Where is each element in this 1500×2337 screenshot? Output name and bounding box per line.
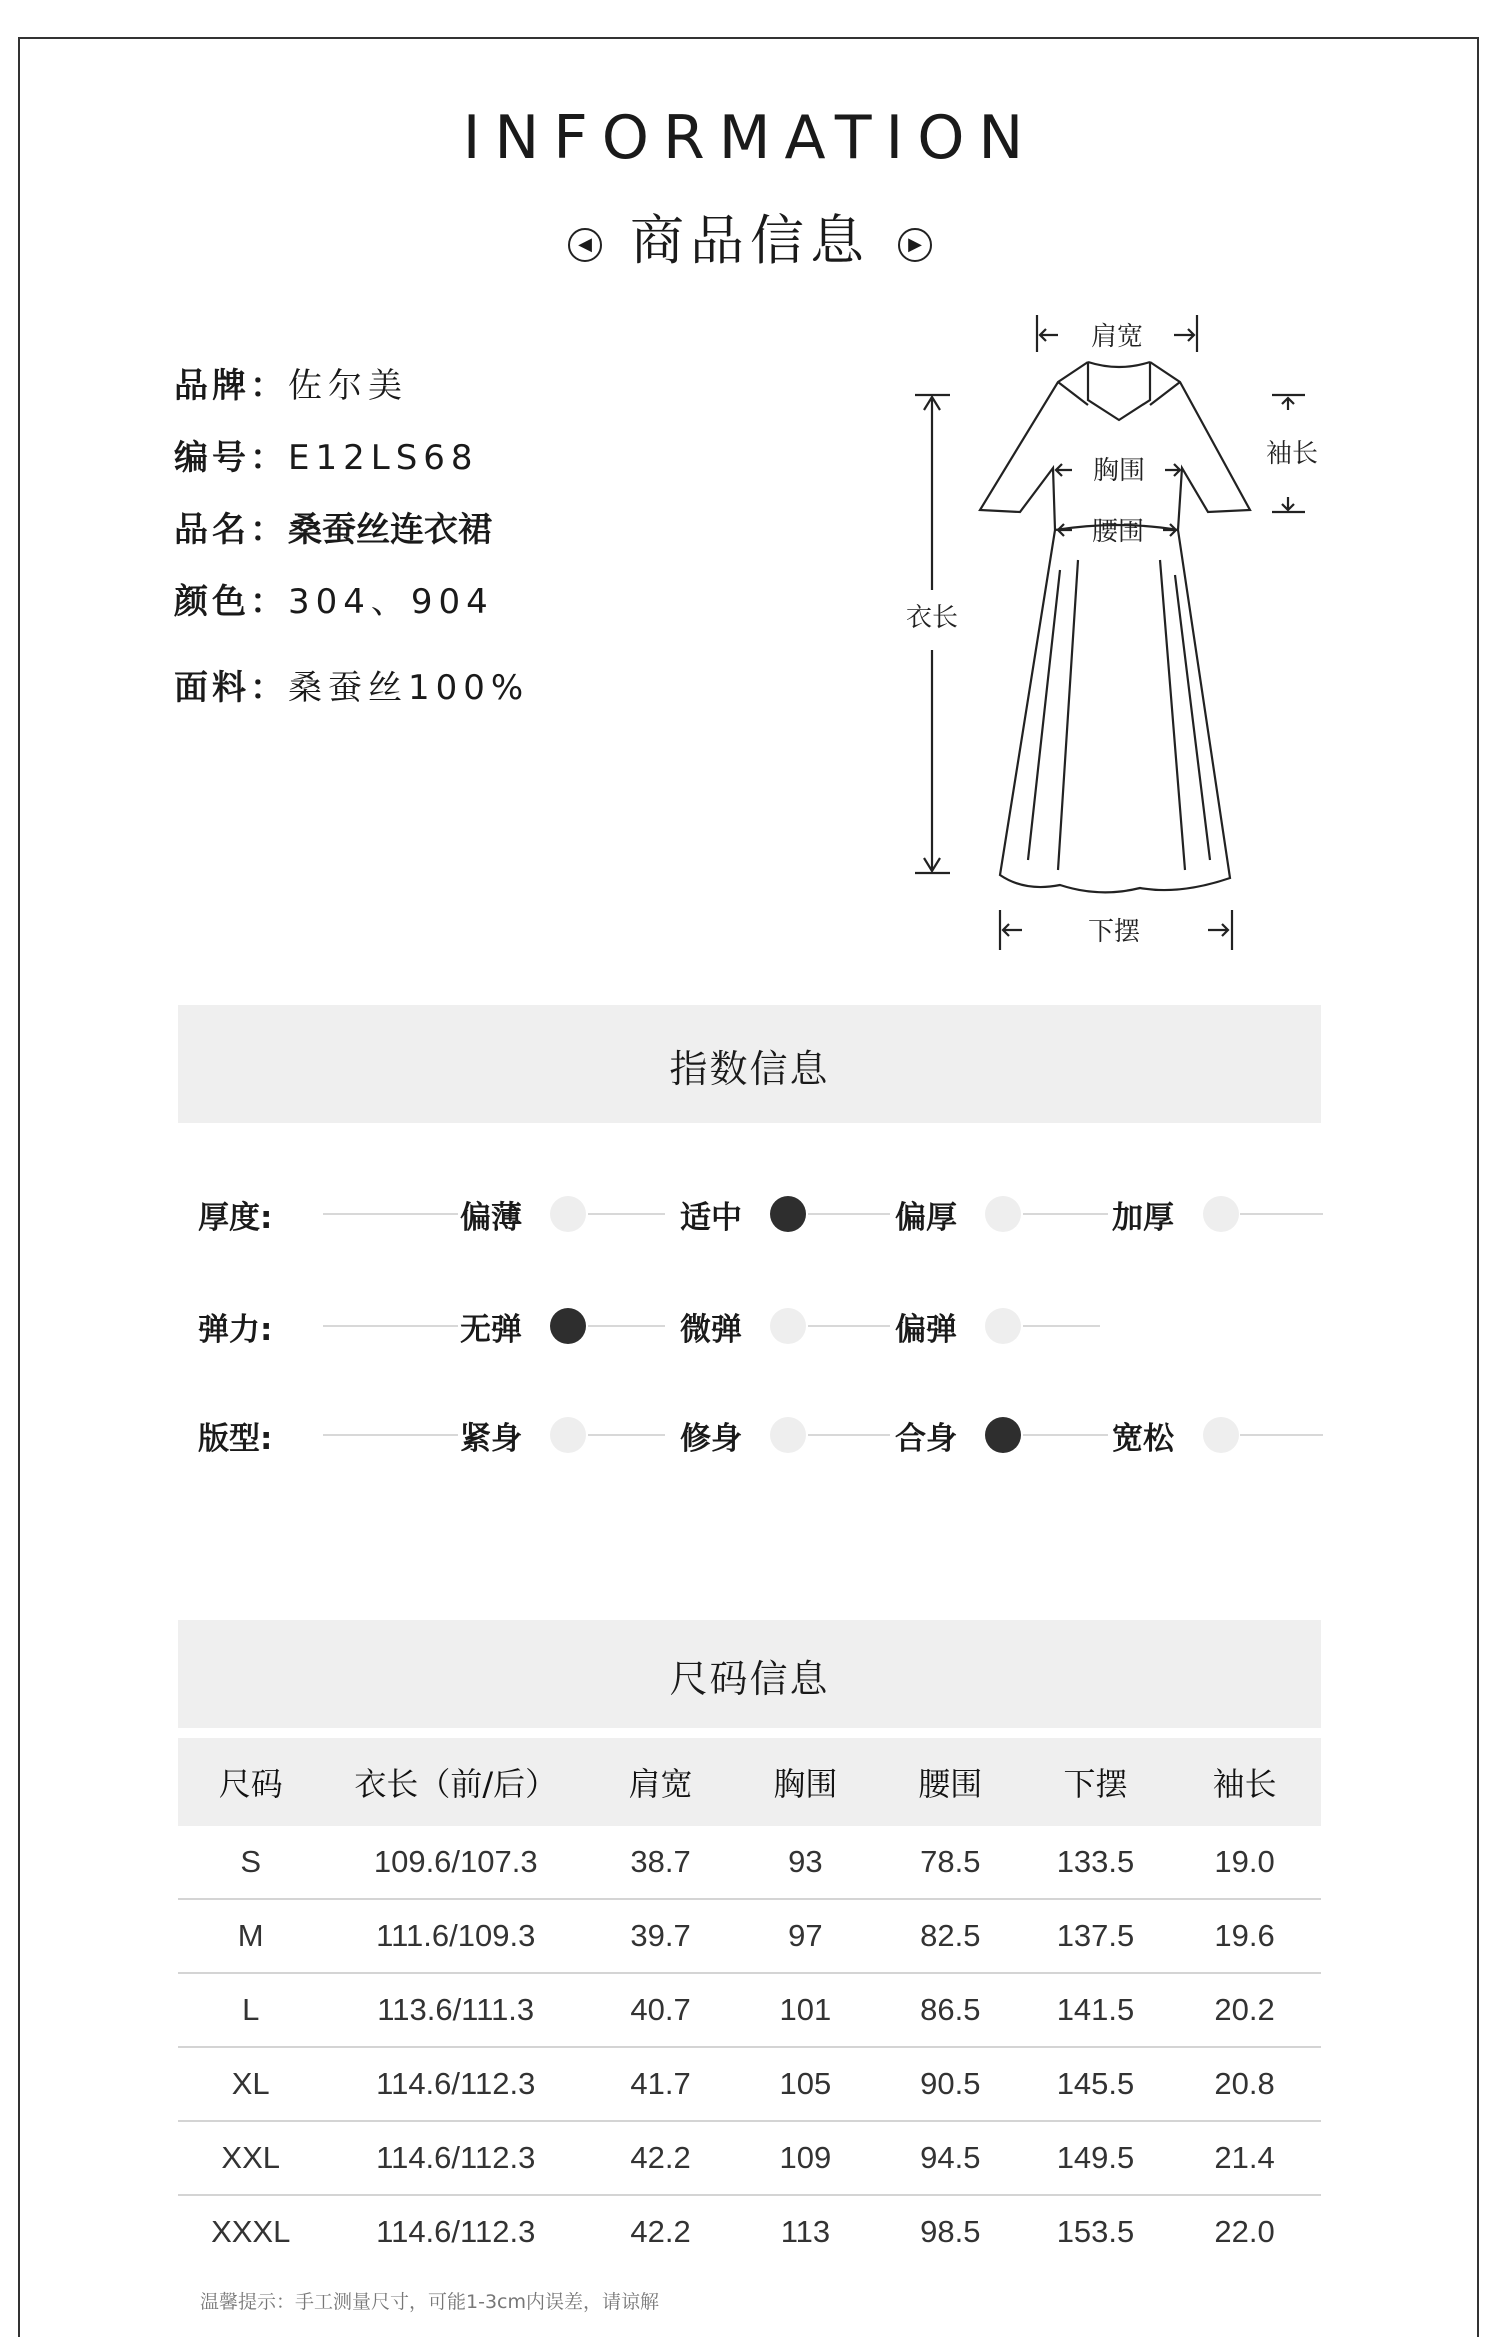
index-row-label: 版型: [198,1421,273,1457]
table-cell: 42.2 [588,2121,733,2195]
index-option-label: 加厚 [1112,1200,1174,1236]
index-track-line [323,1213,458,1215]
table-cell: 114.6/112.3 [323,2047,588,2121]
table-cell: 101 [733,1973,878,2047]
table-cell: 82.5 [878,1899,1023,1973]
index-track-line [588,1434,665,1436]
index-option-label: 偏弹 [895,1312,957,1348]
index-dot [1203,1417,1239,1453]
index-option-label: 合身 [895,1421,957,1457]
title-en: INFORMATION [462,103,1038,173]
table-cell: 19.0 [1168,1826,1321,1899]
table-row [178,1826,1321,1899]
table-cell: 149.5 [1023,2121,1168,2195]
dress-diagram [880,300,1319,960]
index-option-label: 适中 [680,1200,742,1236]
index-track-line [1023,1434,1108,1436]
index-option-label: 偏厚 [895,1200,957,1236]
index-dot-selected [770,1196,806,1232]
size-table-header-cell: 下摆 [1023,1738,1168,1826]
table-cell: 40.7 [588,1973,733,2047]
size-table-header-cell: 衣长（前/后） [323,1738,588,1826]
table-cell: 105 [733,2047,878,2121]
index-dot [550,1196,586,1232]
index-row-label: 弹力: [198,1312,273,1348]
index-dot [550,1417,586,1453]
table-cell: 41.7 [588,2047,733,2121]
table-cell: 114.6/112.3 [323,2121,588,2195]
index-dot [1203,1196,1239,1232]
index-track-line [808,1434,890,1436]
index-dot [985,1308,1021,1344]
table-cell: 94.5 [878,2121,1023,2195]
index-track-line [588,1325,665,1327]
index-dot [770,1308,806,1344]
size-table-header-cell: 胸围 [733,1738,878,1826]
size-table-header-cell: 袖长 [1168,1738,1321,1826]
dress-outline [980,362,1250,892]
table-cell: XXXL [211,2214,291,2249]
index-section-title: 指数信息 [178,1005,1321,1123]
index-track-line [588,1213,665,1215]
table-cell: 137.5 [1023,1899,1168,1973]
index-dot-selected [550,1308,586,1344]
index-dot [985,1196,1021,1232]
table-cell: 90.5 [878,2047,1023,2121]
index-dot [770,1417,806,1453]
right-arrow-icon: ▶ [898,228,932,262]
index-dot-selected [985,1417,1021,1453]
index-option-label: 修身 [680,1421,742,1457]
index-track-line [1023,1213,1108,1215]
table-cell: 114.6/112.3 [376,2214,536,2249]
table-cell: 20.2 [1168,1973,1321,2047]
table-cell: 93 [733,1826,878,1899]
size-table-header-cell: 肩宽 [588,1738,733,1826]
table-cell: 42.2 [630,2214,691,2249]
table-cell: 145.5 [1023,2047,1168,2121]
dress-fold-right [1160,560,1210,870]
title-cn-wrapper [0,198,1500,275]
table-cell: 109.6/107.3 [323,1826,588,1899]
size-table-header [178,1738,1321,1826]
index-option-label: 紧身 [460,1421,522,1457]
index-track-line [1240,1434,1323,1436]
index-option-label: 无弹 [460,1312,522,1348]
table-row [178,2121,1321,2195]
info-code: 编号：E12LS68 [174,438,479,478]
index-row [0,1184,1500,1244]
table-cell: 98.5 [920,2214,981,2249]
table-cell: 141.5 [1023,1973,1168,2047]
index-row [0,1296,1500,1356]
table-cell: 19.6 [1168,1899,1321,1973]
table-cell: 38.7 [588,1826,733,1899]
dress-fold-left [1028,560,1078,870]
index-row [0,1405,1500,1465]
table-cell: 111.6/109.3 [323,1899,588,1973]
index-option-label: 偏薄 [460,1200,522,1236]
info-name: 品名：桑蚕丝连衣裙 [174,510,492,550]
table-cell: XL [178,2047,323,2121]
label-waist: 腰围 [1091,517,1145,547]
info-fabric: 面料：桑蚕丝100% [174,668,530,708]
table-row [178,2047,1321,2121]
table-cell: 153.5 [1056,2214,1135,2249]
index-track-line [808,1213,890,1215]
size-table [178,1738,1321,2268]
table-cell: 21.4 [1168,2121,1321,2195]
left-arrow-icon: ◀ [568,228,602,262]
index-track-line [808,1325,890,1327]
table-cell: 78.5 [878,1826,1023,1899]
index-track-line [323,1434,458,1436]
table-cell: 22.0 [1214,2214,1275,2249]
table-cell: 86.5 [878,1973,1023,2047]
label-sleeve: 袖长 [1265,439,1319,469]
table-row [178,2195,1321,2268]
table-cell: XXL [178,2121,323,2195]
table-cell: 97 [733,1899,878,1973]
table-cell: 133.5 [1023,1826,1168,1899]
label-shoulder: 肩宽 [1090,322,1144,352]
info-color: 颜色：304、904 [174,582,494,622]
index-option-label: 宽松 [1112,1421,1174,1457]
table-cell: M [178,1899,323,1973]
table-cell: 113.6/111.3 [323,1973,588,2047]
table-row [178,1899,1321,1973]
label-hem: 下摆 [1087,917,1141,947]
table-row [178,1973,1321,2047]
index-track-line [1023,1325,1100,1327]
label-length: 衣长 [905,603,959,633]
table-cell: 39.7 [588,1899,733,1973]
table-cell: 109 [733,2121,878,2195]
size-table-header-cell: 尺码 [178,1738,323,1826]
size-section-title: 尺码信息 [178,1620,1321,1728]
size-table-header-cell: 腰围 [878,1738,1023,1826]
table-cell: 113 [780,2214,831,2249]
table-cell: L [178,1973,323,2047]
info-brand: 品牌：佐尔美 [174,366,408,406]
index-option-label: 微弹 [680,1312,742,1348]
label-chest: 胸围 [1092,456,1146,486]
index-row-label: 厚度: [198,1200,273,1236]
title-cn: 商品信息 [630,209,870,272]
index-track-line [323,1325,458,1327]
table-cell: 20.8 [1168,2047,1321,2121]
index-track-line [1240,1213,1323,1215]
length-arrow [915,395,950,873]
table-cell: S [178,1826,323,1899]
measurement-note: 温馨提示：手工测量尺寸，可能1-3cm内误差，请谅解 [200,2291,659,2313]
